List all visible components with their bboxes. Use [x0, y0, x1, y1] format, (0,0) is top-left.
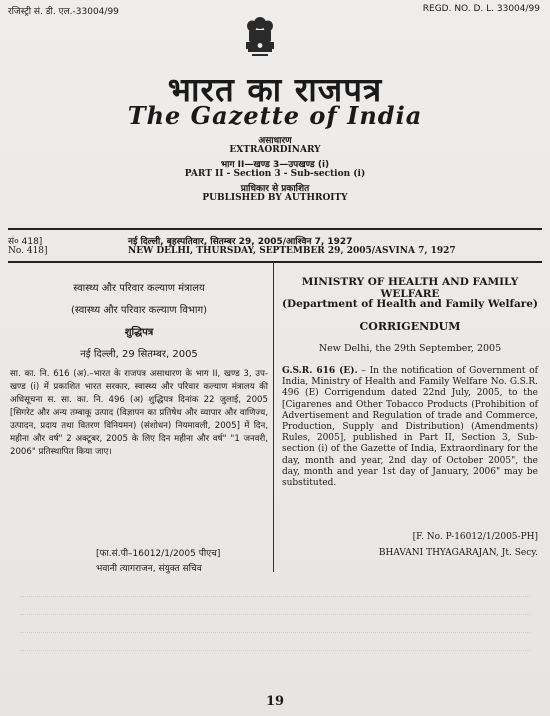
bleed-through-line — [20, 650, 530, 651]
hindi-department: (स्वास्थ्य और परिवार कल्याण विभाग) — [70, 305, 208, 316]
english-department: (Department of Health and Family Welfare) — [282, 298, 538, 310]
issue-number-english: No. 418] — [8, 246, 48, 256]
page-number: 19 — [265, 694, 285, 709]
hindi-file-number: [फा.सं.पी–16012/1/2005 पीएच] — [96, 549, 221, 559]
registration-number-english: REGD. NO. D. L. 33004/99 — [422, 4, 540, 14]
bleed-through-line — [20, 632, 530, 633]
column-divider — [273, 262, 274, 572]
part-english: PART II - Section 3 - Sub-section (i) — [184, 169, 366, 179]
gsr-reference: G.S.R. 616 (E). — [282, 366, 358, 376]
english-file-number: [F. No. P-16012/1/2005-PH] — [412, 532, 538, 542]
hindi-date: नई दिल्ली, 29 सितम्बर, 2005 — [80, 349, 198, 360]
issue-date-english: NEW DELHI, THURSDAY, SEPTEMBER 29, 2005/ASVINA 7, 1927 — [128, 246, 456, 256]
registration-number-hindi: रजिस्ट्री सं. डी. एल.-33004/99 — [8, 7, 119, 17]
english-ministry: MINISTRY OF HEALTH AND FAMILY WELFARE — [301, 276, 519, 300]
english-body-text: – In the notification of Government of India, Ministry of Health and Family Welfare No. G.S.R. 496 (E) Corrigendum dated 22nd July, 2005, to the [Cigarenes and Other Tobacco Products (Prohibition of Advertisement and Regulation of trade and Commerce, Production, Supply and Distribution) (Amendments) Rules, 2005], published in Part II, Section 3, Sub-section (i) of the Gazette of India, Extraordinary for the day, month and year, 2nd day of October 2005", the day, month and year 1st day of January, 2006" may be substituted. — [282, 366, 538, 489]
gazette-title-english: The Gazette of India — [127, 101, 423, 130]
extraordinary-hindi: असाधारण — [258, 136, 292, 146]
hindi-title: शुद्धिपत्र — [124, 327, 154, 338]
header-rule-bottom — [8, 261, 542, 263]
authority-hindi: प्राधिकार से प्रकाशित — [240, 184, 310, 194]
issue-date-hindi: नई दिल्ली, बृहस्पतिवार, सितम्बर 29, 2005/आश्विन 7, 1927 — [128, 237, 353, 247]
bleed-through-line — [20, 596, 530, 597]
bleed-through-line — [20, 614, 530, 615]
hindi-body: सा. का. नि. 616 (अ).–भारत के राजपत्र असाधारण के भाग II, खण्ड 3, उप-खण्ड (i) में प्रकाशित भारत सरकार, स्वास्थ्य और परिवार कल्याण मंत्रालय की अधिसूचना स. सा. का. नि. 496 (अ) शुद्धिपत्र दिनांक 22 जुलाई, 2005 [सिगरेट और अन्य तम्बाकू उत्पाद (विज्ञापन का प्रतिषेध और व्यापार और वाणिज्य, उत्पादन, प्रदाय तथा वितरण विनियमन) (संशोधन) नियमावली, 2005] में दिन, महीना और वर्ष" 2 अक्टूबर, 2005 के लिए दिन महीना और वर्ष" "1 जनवरी, 2006" प्रतिस्थापित किया जाए। — [10, 369, 268, 457]
header-rule-top — [8, 228, 542, 230]
gazette-title-hindi: भारत का राजपत्र — [167, 70, 383, 109]
issue-number-hindi: सं० 418] — [8, 237, 43, 247]
english-title: CORRIGENDUM — [359, 320, 461, 333]
hindi-ministry: स्वास्थ्य और परिवार कल्याण मंत्रालय — [73, 283, 205, 294]
english-date: New Delhi, the 29th September, 2005 — [318, 343, 502, 354]
extraordinary-english: EXTRAORDINARY — [229, 145, 321, 155]
english-signatory: BHAVANI THYAGARAJAN, Jt. Secy. — [378, 548, 538, 558]
part-hindi: भाग II—खण्ड 3—उपखण्ड (i) — [220, 160, 330, 170]
english-body — [282, 366, 538, 489]
national-emblem-icon — [243, 14, 277, 62]
authority-english: PUBLISHED BY AUTHROITY — [202, 193, 348, 203]
hindi-signatory: भवानी त्यागराजन, संयुक्त सचिव — [96, 564, 202, 574]
